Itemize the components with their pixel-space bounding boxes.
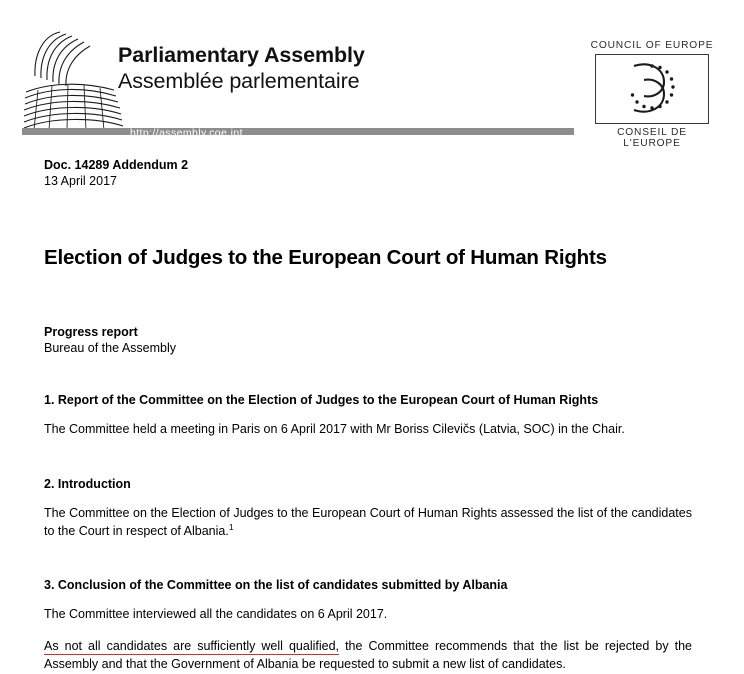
council-of-europe-emblem-icon — [595, 54, 709, 124]
section-heading-2: 2. Introduction — [44, 476, 131, 491]
section-heading-1: 1. Report of the Committee on the Election of Judges to the European Court of Human Rights — [44, 393, 599, 407]
document-header — [0, 0, 744, 149]
hemicycle-logo-icon — [22, 30, 122, 135]
section-3-paragraph-2 — [44, 638, 692, 674]
assembly-title — [118, 42, 365, 94]
assembly-website-url[interactable]: http://assembly.coe.int — [130, 127, 243, 139]
coe-label-fr: CONSEIL DE L'EUROPE — [617, 127, 687, 149]
header-bar — [22, 128, 574, 135]
section-heading-3: 3. Conclusion of the Committee on the list of candidates submitted by Albania — [44, 578, 508, 593]
section-3-paragraph-1: The Committee interviewed all the candidates on 6 April 2017. — [44, 607, 388, 622]
council-of-europe-block — [588, 40, 716, 149]
section-2-text: The Committee on the Election of Judges to the European Court of Human Rights assessed the list of the candidates to the Court in respect of Albania. — [44, 505, 692, 538]
footnote-marker-1: 1 — [228, 521, 234, 532]
doc-date: 13 April 2017 — [44, 174, 117, 188]
document-body — [44, 158, 692, 674]
section-1-paragraph-1: The Committee held a meeting in Paris on 6 April 2017 with Mr Boriss Cilevičs (Latvia, SOC) in the Chair. — [44, 422, 625, 436]
coe-label-en: COUNCIL OF EUROPE — [590, 40, 714, 51]
highlighted-clause: As not all candidates are sufficiently well qualified, — [44, 639, 340, 653]
report-origin: Bureau of the Assembly — [44, 341, 177, 355]
doc-number: Doc. 14289 Addendum 2 — [44, 158, 189, 172]
assembly-title-en: Parliamentary Assembly — [118, 43, 365, 67]
section-3-paragraph-2-rest: the Committee recommends that the list be rejected by the Assembly and that the Government of Albania be requested to submit a new list of candidates. — [44, 639, 692, 671]
assembly-title-fr: Assemblée parlementaire — [118, 69, 360, 94]
section-2-paragraph-1 — [44, 505, 692, 541]
report-type: Progress report — [44, 325, 138, 339]
page-title: Election of Judges to the European Court of Human Rights — [44, 246, 607, 269]
